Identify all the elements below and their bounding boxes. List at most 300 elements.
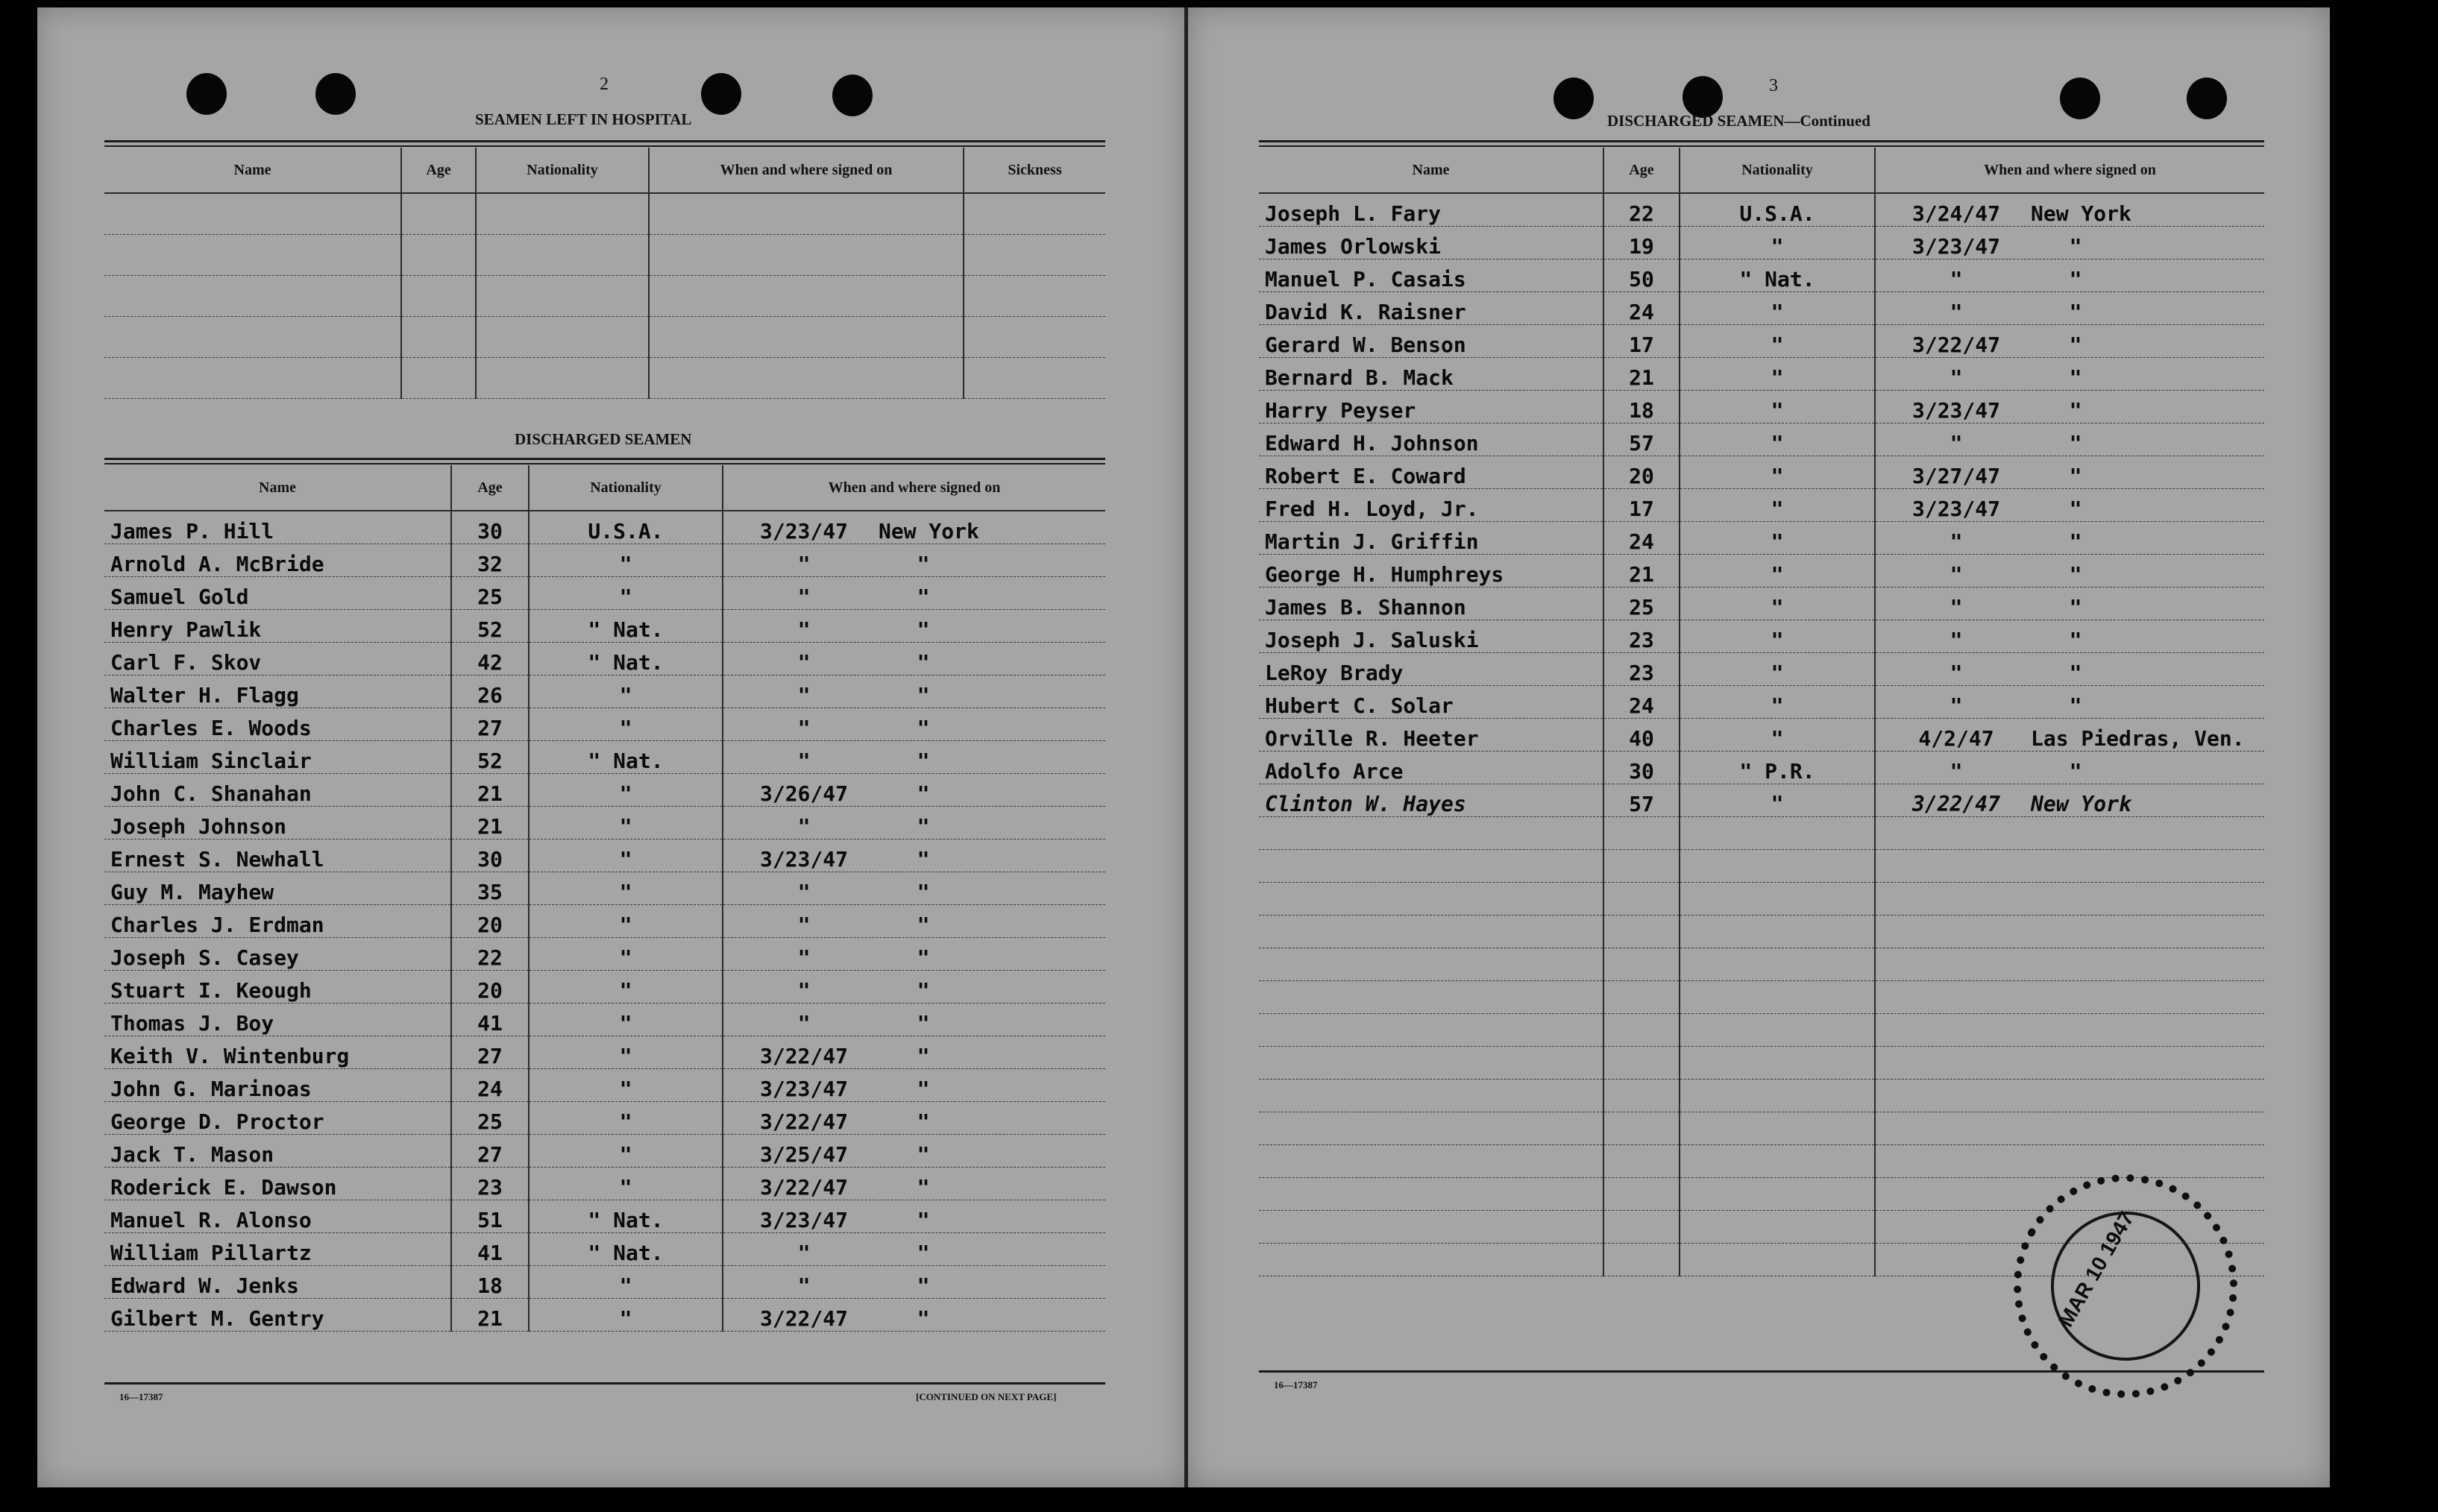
signed-on-date: " bbox=[1950, 365, 1963, 390]
empty-cell bbox=[1259, 817, 1603, 850]
signed-on-place: " bbox=[2069, 497, 2082, 521]
signed-on-date: " bbox=[797, 880, 811, 904]
signed-on-place: " bbox=[2069, 365, 2082, 390]
signed-on-place: " bbox=[2069, 431, 2082, 456]
signed-on-date: 3/23/47 bbox=[759, 1077, 848, 1101]
seaman-age: 24 bbox=[1603, 292, 1680, 325]
empty-cell bbox=[1875, 1080, 2264, 1112]
signed-on-place: " bbox=[917, 1142, 930, 1167]
table-row bbox=[1259, 423, 2264, 456]
seaman-name: Charles J. Erdman bbox=[104, 905, 451, 938]
signed-on-cell bbox=[1875, 391, 2264, 423]
seaman-age: 22 bbox=[451, 938, 529, 971]
header-age: Age bbox=[401, 148, 476, 193]
seaman-age: 27 bbox=[451, 1036, 529, 1069]
empty-cell bbox=[1259, 1145, 1603, 1178]
form-number: 16—17387 bbox=[119, 1391, 163, 1402]
table-row bbox=[1259, 1145, 2264, 1178]
seaman-age: 51 bbox=[451, 1200, 529, 1233]
signed-on-cell bbox=[723, 872, 1105, 905]
seaman-nationality: " bbox=[1680, 325, 1875, 358]
seaman-nationality: " Nat. bbox=[529, 1200, 723, 1233]
header-name: Name bbox=[104, 465, 451, 511]
signed-on-place: " bbox=[2069, 300, 2082, 324]
table-row bbox=[1259, 325, 2264, 358]
seaman-age: 25 bbox=[451, 577, 529, 610]
table-row bbox=[1259, 653, 2264, 686]
seaman-name: Edward W. Jenks bbox=[104, 1266, 451, 1299]
seaman-nationality: " bbox=[529, 971, 723, 1004]
form-number: 16—17387 bbox=[1274, 1379, 1318, 1390]
empty-cell bbox=[1603, 1047, 1680, 1080]
seaman-nationality: " Nat. bbox=[529, 610, 723, 643]
empty-cell bbox=[1875, 1047, 2264, 1080]
signed-on-place: " bbox=[917, 978, 930, 1003]
empty-cell bbox=[1259, 1080, 1603, 1112]
seaman-name: Joseph J. Saluski bbox=[1259, 620, 1603, 653]
seaman-name: Carl F. Skov bbox=[104, 643, 451, 675]
empty-cell bbox=[1603, 817, 1680, 850]
header-name: Name bbox=[1259, 148, 1603, 193]
signed-on-place: New York bbox=[2031, 201, 2131, 226]
seaman-name: Joseph Johnson bbox=[104, 807, 451, 840]
rule bbox=[104, 145, 1105, 147]
seaman-age: 52 bbox=[451, 610, 529, 643]
table-row bbox=[1259, 686, 2264, 719]
page-number: 2 bbox=[600, 75, 609, 94]
table-row bbox=[104, 643, 1105, 675]
empty-cell bbox=[1259, 1178, 1603, 1211]
signed-on-place: " bbox=[917, 1273, 930, 1298]
empty-cell bbox=[1603, 1112, 1680, 1145]
seaman-nationality: " bbox=[529, 1168, 723, 1200]
seaman-age: 57 bbox=[1603, 784, 1680, 817]
seaman-nationality: U.S.A. bbox=[529, 511, 723, 544]
header-name: Name bbox=[104, 148, 401, 193]
seaman-nationality: " bbox=[1680, 686, 1875, 719]
signed-on-place: " bbox=[917, 913, 930, 937]
table-row bbox=[104, 276, 1105, 317]
rule bbox=[104, 1382, 1105, 1385]
signed-on-date: 3/25/47 bbox=[759, 1142, 848, 1167]
table-row bbox=[104, 675, 1105, 708]
signed-on-place: " bbox=[917, 552, 930, 576]
signed-on-date: 3/23/47 bbox=[759, 1208, 848, 1232]
empty-cell bbox=[1603, 916, 1680, 948]
table-row bbox=[1259, 193, 2264, 227]
signed-on-cell bbox=[1875, 719, 2264, 752]
signed-on-cell bbox=[1875, 259, 2264, 292]
signed-on-cell bbox=[1875, 423, 2264, 456]
signed-on-place: " bbox=[2069, 661, 2082, 685]
seaman-nationality: " bbox=[529, 1135, 723, 1168]
signed-on-date: " bbox=[1950, 300, 1963, 324]
rule bbox=[1259, 145, 2264, 147]
signed-on-date: 3/22/47 bbox=[759, 1044, 848, 1068]
signed-on-cell bbox=[1875, 325, 2264, 358]
seaman-age: 23 bbox=[1603, 620, 1680, 653]
seaman-nationality: " bbox=[1680, 719, 1875, 752]
table-row bbox=[104, 577, 1105, 610]
seaman-age: 18 bbox=[1603, 391, 1680, 423]
discharged-section-title: DISCHARGED SEAMEN bbox=[515, 430, 692, 448]
empty-cell bbox=[1259, 850, 1603, 883]
empty-cell bbox=[1603, 1014, 1680, 1047]
seaman-age: 21 bbox=[1603, 358, 1680, 391]
seaman-age: 41 bbox=[451, 1233, 529, 1266]
seaman-nationality: " bbox=[1680, 227, 1875, 259]
signed-on-cell bbox=[723, 971, 1105, 1004]
empty-cell bbox=[1603, 1145, 1680, 1178]
seaman-name: Adolfo Arce bbox=[1259, 752, 1603, 784]
seaman-name: Hubert C. Solar bbox=[1259, 686, 1603, 719]
seaman-nationality: " Nat. bbox=[529, 741, 723, 774]
header-age: Age bbox=[1603, 148, 1680, 193]
seaman-nationality: " bbox=[529, 1036, 723, 1069]
signed-on-cell bbox=[1875, 555, 2264, 588]
signed-on-cell bbox=[723, 1200, 1105, 1233]
signed-on-date: 3/23/47 bbox=[1911, 234, 2000, 259]
signed-on-place: " bbox=[917, 749, 930, 773]
signed-on-cell bbox=[723, 577, 1105, 610]
punch-hole bbox=[701, 73, 741, 115]
table-row bbox=[104, 905, 1105, 938]
signed-on-date: " bbox=[797, 617, 811, 642]
empty-cell bbox=[1875, 981, 2264, 1014]
table-row bbox=[104, 1036, 1105, 1069]
header-signed-on: When and where signed on bbox=[649, 148, 964, 193]
seaman-nationality: " bbox=[529, 938, 723, 971]
seaman-nationality: " bbox=[529, 577, 723, 610]
seaman-name: George D. Proctor bbox=[104, 1102, 451, 1135]
seaman-age: 27 bbox=[451, 708, 529, 741]
signed-on-place: " bbox=[917, 781, 930, 806]
seaman-nationality: " bbox=[529, 872, 723, 905]
seaman-age: 25 bbox=[451, 1102, 529, 1135]
seaman-nationality: " bbox=[529, 675, 723, 708]
signed-on-place: " bbox=[917, 1306, 930, 1331]
empty-cell bbox=[1680, 883, 1875, 916]
table-row bbox=[104, 1200, 1105, 1233]
seaman-age: 52 bbox=[451, 741, 529, 774]
seaman-nationality: " bbox=[1680, 423, 1875, 456]
empty-cell bbox=[1875, 948, 2264, 981]
seaman-age: 21 bbox=[451, 807, 529, 840]
seaman-name: James Orlowski bbox=[1259, 227, 1603, 259]
stamp-date: MAR 10 1947 bbox=[2053, 1207, 2139, 1331]
seaman-nationality: " P.R. bbox=[1680, 752, 1875, 784]
empty-cell bbox=[1259, 1244, 1603, 1276]
empty-cell bbox=[1875, 1112, 2264, 1145]
seaman-nationality: " bbox=[529, 1102, 723, 1135]
signed-on-place: " bbox=[917, 716, 930, 740]
empty-cell bbox=[1259, 1211, 1603, 1244]
page-number: 3 bbox=[1769, 76, 1778, 95]
table-row bbox=[104, 840, 1105, 872]
table-row bbox=[104, 741, 1105, 774]
table-row bbox=[1259, 719, 2264, 752]
seaman-age: 24 bbox=[451, 1069, 529, 1102]
seaman-name: Thomas J. Boy bbox=[104, 1004, 451, 1036]
empty-cell bbox=[1680, 1047, 1875, 1080]
binding-spine bbox=[1184, 7, 1188, 1487]
signed-on-place: " bbox=[917, 617, 930, 642]
table-row bbox=[104, 193, 1105, 235]
signed-on-cell bbox=[1875, 193, 2264, 227]
signed-on-date: " bbox=[797, 814, 811, 839]
empty-cell bbox=[1680, 1211, 1875, 1244]
seaman-nationality: " bbox=[529, 807, 723, 840]
seaman-name: Gilbert M. Gentry bbox=[104, 1299, 451, 1332]
header-signed-on: When and where signed on bbox=[1875, 148, 2264, 193]
table-row bbox=[104, 544, 1105, 577]
signed-on-cell bbox=[723, 741, 1105, 774]
signed-on-date: 3/27/47 bbox=[1911, 464, 2000, 488]
seaman-name: Henry Pawlik bbox=[104, 610, 451, 643]
header-sickness: Sickness bbox=[964, 148, 1105, 193]
seaman-age: 30 bbox=[451, 511, 529, 544]
table-row bbox=[104, 1004, 1105, 1036]
header-nationality: Nationality bbox=[1680, 148, 1875, 193]
empty-cell bbox=[1259, 1014, 1603, 1047]
seaman-name: Bernard B. Mack bbox=[1259, 358, 1603, 391]
signed-on-place: " bbox=[2069, 562, 2082, 587]
signed-on-place: New York bbox=[2031, 792, 2131, 816]
signed-on-date: 3/23/47 bbox=[759, 847, 848, 872]
signed-on-date: " bbox=[797, 1011, 811, 1036]
empty-cell bbox=[1603, 948, 1680, 981]
signed-on-place: " bbox=[917, 1109, 930, 1134]
seaman-age: 30 bbox=[451, 840, 529, 872]
empty-cell bbox=[1680, 948, 1875, 981]
empty-cell bbox=[1680, 916, 1875, 948]
signed-on-date: " bbox=[797, 585, 811, 609]
punch-hole bbox=[2187, 78, 2227, 119]
signed-on-cell bbox=[723, 938, 1105, 971]
table-row bbox=[1259, 981, 2264, 1014]
signed-on-date: " bbox=[797, 1273, 811, 1298]
signed-on-date: 3/22/47 bbox=[759, 1109, 848, 1134]
seaman-name: Martin J. Griffin bbox=[1259, 522, 1603, 555]
table-row bbox=[1259, 588, 2264, 620]
table-row bbox=[1259, 1047, 2264, 1080]
hospital-section-title: SEAMEN LEFT IN HOSPITAL bbox=[475, 110, 692, 128]
signed-on-place: " bbox=[2069, 529, 2082, 554]
seaman-nationality: " bbox=[1680, 292, 1875, 325]
seaman-age: 24 bbox=[1603, 522, 1680, 555]
seaman-nationality: " bbox=[1680, 653, 1875, 686]
seaman-age: 20 bbox=[1603, 456, 1680, 489]
signed-on-date: 3/24/47 bbox=[1911, 201, 2000, 226]
seaman-name: Charles E. Woods bbox=[104, 708, 451, 741]
header-age: Age bbox=[451, 465, 529, 511]
signed-on-place: " bbox=[2069, 628, 2082, 652]
empty-cell bbox=[1603, 981, 1680, 1014]
signed-on-cell bbox=[723, 511, 1105, 544]
seaman-age: 27 bbox=[451, 1135, 529, 1168]
seaman-nationality: " bbox=[529, 544, 723, 577]
table-row bbox=[104, 807, 1105, 840]
seaman-name: Edward H. Johnson bbox=[1259, 423, 1603, 456]
header-nationality: Nationality bbox=[476, 148, 649, 193]
seaman-name: Fred H. Loyd, Jr. bbox=[1259, 489, 1603, 522]
signed-on-date: " bbox=[1950, 628, 1963, 652]
signed-on-cell bbox=[1875, 653, 2264, 686]
punch-hole bbox=[1553, 78, 1594, 119]
seaman-name: Ernest S. Newhall bbox=[104, 840, 451, 872]
seaman-age: 42 bbox=[451, 643, 529, 675]
seaman-nationality: " bbox=[529, 774, 723, 807]
seaman-name: Arnold A. McBride bbox=[104, 544, 451, 577]
table-row bbox=[1259, 227, 2264, 259]
seaman-age: 21 bbox=[451, 1299, 529, 1332]
signed-on-place: " bbox=[917, 650, 930, 675]
table-row bbox=[104, 1233, 1105, 1266]
seaman-age: 40 bbox=[1603, 719, 1680, 752]
seaman-nationality: " bbox=[529, 1069, 723, 1102]
empty-cell bbox=[1875, 883, 2264, 916]
signed-on-cell bbox=[723, 1299, 1105, 1332]
seaman-name: Jack T. Mason bbox=[104, 1135, 451, 1168]
signed-on-place: " bbox=[917, 1077, 930, 1101]
signed-on-date: " bbox=[797, 716, 811, 740]
seaman-name: Robert E. Coward bbox=[1259, 456, 1603, 489]
empty-cell bbox=[1875, 817, 2264, 850]
table-row bbox=[1259, 456, 2264, 489]
empty-cell bbox=[1603, 1080, 1680, 1112]
empty-cell bbox=[1680, 817, 1875, 850]
signed-on-cell bbox=[1875, 358, 2264, 391]
seaman-name: LeRoy Brady bbox=[1259, 653, 1603, 686]
table-row bbox=[1259, 948, 2264, 981]
signed-on-date: 3/22/47 bbox=[759, 1175, 848, 1200]
signed-on-date: " bbox=[797, 945, 811, 970]
header-nationality: Nationality bbox=[529, 465, 723, 511]
signed-on-cell bbox=[723, 1004, 1105, 1036]
seaman-name: James B. Shannon bbox=[1259, 588, 1603, 620]
table-row bbox=[104, 511, 1105, 544]
seaman-nationality: " bbox=[1680, 489, 1875, 522]
signed-on-place: Las Piedras, Ven. bbox=[2031, 726, 2245, 751]
hospital-table bbox=[104, 148, 1105, 399]
signed-on-cell bbox=[723, 708, 1105, 741]
seaman-name: William Pillartz bbox=[104, 1233, 451, 1266]
signed-on-place: " bbox=[2069, 464, 2082, 488]
empty-cell bbox=[1603, 883, 1680, 916]
signed-on-place: " bbox=[917, 1175, 930, 1200]
seaman-nationality: " bbox=[1680, 620, 1875, 653]
table-row bbox=[104, 1266, 1105, 1299]
rule bbox=[104, 140, 1105, 142]
seaman-nationality: " bbox=[1680, 391, 1875, 423]
seaman-nationality: " Nat. bbox=[1680, 259, 1875, 292]
table-row bbox=[1259, 620, 2264, 653]
signed-on-date: 3/22/47 bbox=[1911, 333, 2000, 357]
table-row bbox=[1259, 292, 2264, 325]
table-row bbox=[1259, 259, 2264, 292]
signed-on-place: " bbox=[917, 585, 930, 609]
continued-note: [CONTINUED ON NEXT PAGE] bbox=[916, 1391, 1057, 1402]
empty-cell bbox=[1875, 850, 2264, 883]
signed-on-date: 3/23/47 bbox=[1911, 398, 2000, 423]
discharged-rows bbox=[1259, 193, 2264, 1276]
discharged-continued-table bbox=[1259, 148, 2264, 1276]
seaman-nationality: " bbox=[529, 905, 723, 938]
signed-on-date: " bbox=[1950, 431, 1963, 456]
signed-on-place: " bbox=[2069, 595, 2082, 620]
seaman-name: William Sinclair bbox=[104, 741, 451, 774]
signed-on-cell bbox=[723, 1135, 1105, 1168]
signed-on-date: " bbox=[1950, 595, 1963, 620]
seaman-age: 17 bbox=[1603, 489, 1680, 522]
seaman-name: David K. Raisner bbox=[1259, 292, 1603, 325]
seaman-age: 18 bbox=[451, 1266, 529, 1299]
seaman-nationality: " bbox=[529, 1299, 723, 1332]
table-row bbox=[1259, 522, 2264, 555]
seaman-name: Clinton W. Hayes bbox=[1259, 784, 1603, 817]
punch-hole bbox=[315, 73, 356, 115]
seaman-age: 23 bbox=[1603, 653, 1680, 686]
punch-hole bbox=[186, 73, 227, 115]
table-row bbox=[104, 1135, 1105, 1168]
seaman-name: James P. Hill bbox=[104, 511, 451, 544]
rule bbox=[104, 463, 1105, 464]
table-row bbox=[104, 971, 1105, 1004]
signed-on-place: " bbox=[2069, 398, 2082, 423]
table-row bbox=[104, 1168, 1105, 1200]
signed-on-cell bbox=[1875, 686, 2264, 719]
signed-on-date: " bbox=[797, 650, 811, 675]
signed-on-date: " bbox=[797, 749, 811, 773]
seaman-age: 21 bbox=[1603, 555, 1680, 588]
signed-on-place: " bbox=[917, 1011, 930, 1036]
seaman-age: 21 bbox=[451, 774, 529, 807]
signed-on-cell bbox=[723, 1233, 1105, 1266]
seaman-name: Walter H. Flagg bbox=[104, 675, 451, 708]
signed-on-cell bbox=[723, 840, 1105, 872]
table-row bbox=[1259, 883, 2264, 916]
seaman-name: Orville R. Heeter bbox=[1259, 719, 1603, 752]
signed-on-date: 3/26/47 bbox=[759, 781, 848, 806]
table-row bbox=[104, 708, 1105, 741]
signed-on-date: " bbox=[1950, 267, 1963, 292]
punch-hole bbox=[832, 75, 873, 116]
seaman-name: Keith V. Wintenburg bbox=[104, 1036, 451, 1069]
signed-on-cell bbox=[1875, 456, 2264, 489]
signed-on-cell bbox=[1875, 752, 2264, 784]
seaman-name: John C. Shanahan bbox=[104, 774, 451, 807]
seaman-name: Guy M. Mayhew bbox=[104, 872, 451, 905]
empty-cell bbox=[1680, 1145, 1875, 1178]
seaman-age: 25 bbox=[1603, 588, 1680, 620]
signed-on-date: 3/22/47 bbox=[1911, 792, 2000, 816]
empty-cell bbox=[1259, 948, 1603, 981]
signed-on-date: " bbox=[1950, 529, 1963, 554]
section-title: DISCHARGED SEAMEN—Continued bbox=[1607, 112, 1870, 130]
empty-cell bbox=[1259, 1112, 1603, 1145]
signed-on-place: " bbox=[917, 814, 930, 839]
seaman-age: 41 bbox=[451, 1004, 529, 1036]
table-row bbox=[104, 317, 1105, 358]
signed-on-place: " bbox=[917, 683, 930, 708]
signed-on-date: " bbox=[797, 1241, 811, 1265]
signed-on-place: " bbox=[917, 1208, 930, 1232]
empty-cell bbox=[1680, 1112, 1875, 1145]
discharged-rows bbox=[104, 511, 1105, 1332]
empty-cell bbox=[1259, 1047, 1603, 1080]
table-row bbox=[104, 235, 1105, 276]
table-row bbox=[104, 1069, 1105, 1102]
